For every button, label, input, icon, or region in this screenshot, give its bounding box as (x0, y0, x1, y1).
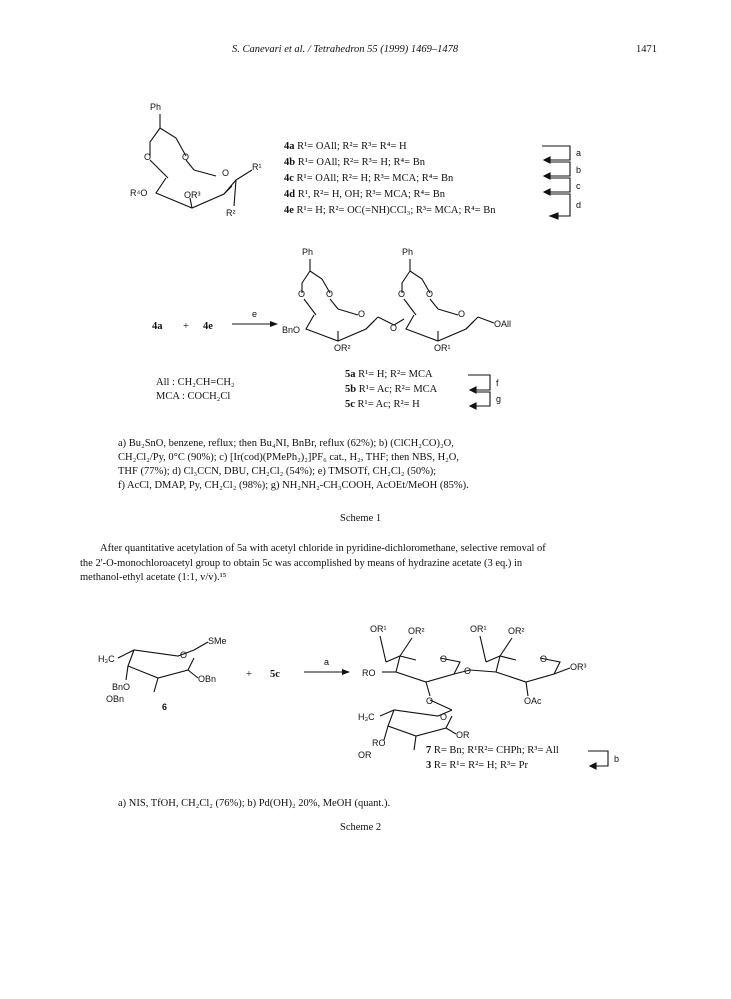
step-b: b (576, 165, 582, 175)
r1-label: R¹ (252, 162, 262, 172)
body-paragraph (80, 542, 670, 586)
glycosidic-oxygen-label: O (426, 696, 434, 706)
structure-compound-5 (282, 245, 522, 365)
ring-oxygen-label: O (398, 289, 406, 299)
conditions-line: a) Bu₂SnO, benzene, reflux; then Bu₄NI, BnBr, reflux (62%); b) (ClCH₂CO)₂O, (118, 438, 454, 449)
arrow-label-a: a (324, 657, 330, 667)
ring-oxygen-label: O (298, 289, 306, 299)
ring-oxygen-label: O (440, 654, 448, 664)
ring-oxygen-label: O (458, 309, 466, 319)
ring-oxygen-label: O (440, 712, 448, 722)
or3-label: OR³ (570, 662, 587, 672)
ro-label: RO (372, 738, 386, 748)
obn-label: OBn (198, 674, 217, 684)
reactant-5c: 5c (270, 669, 280, 680)
step-c: c (576, 181, 581, 191)
compound-4d: 4d R¹, R²= H, OH; R³= MCA; R⁴= Bn (284, 189, 445, 200)
oall-label: OAll (494, 319, 512, 329)
compound-4-list (284, 140, 554, 220)
scheme2-conditions: a) NIS, TfOH, CH₂Cl₂ (76%); b) Pd(OH)₂ 20%, MeOH (quant.). (118, 798, 391, 809)
ring-oxygen-label: O (540, 654, 548, 664)
running-header: S. Canevari et al. / Tetrahedron 55 (1999) 1469–1478 (232, 44, 459, 55)
reaction-arrow-e (230, 308, 280, 328)
step-b: b (614, 754, 620, 764)
conditions-line: CH₂Cl₂/Py, 0°C (90%); c) [Ir(cod)(PMePh₂)₂]PF₆ cat., H₂, THF; then NBS, H₂O, (118, 452, 460, 463)
ph-left-label: Ph (302, 247, 314, 257)
r2-label: R² (226, 208, 236, 218)
or2-label: OR² (508, 626, 525, 636)
oac-label: OAc (524, 696, 542, 706)
obn-label: OBn (106, 694, 125, 704)
ph-right-label: Ph (402, 247, 414, 257)
paragraph-line: methanol-ethyl acetate (1:1, v/v).¹⁵ (80, 572, 227, 583)
step-arrows-4 (540, 140, 600, 230)
compound-6-number: 6 (162, 702, 168, 712)
ring-oxygen-label: O (326, 289, 334, 299)
step-f: f (496, 378, 499, 388)
or3-label: OR³ (184, 190, 201, 200)
step-a: a (576, 148, 582, 158)
sme-label: SMe (208, 636, 227, 646)
or2-label: OR² (334, 343, 351, 353)
or-label: OR (358, 750, 372, 760)
ring-oxygen-label: O (144, 152, 152, 162)
scheme1-conditions (118, 437, 598, 493)
scheme2-caption: Scheme 2 (340, 822, 382, 833)
compound-5b: 5b R¹= Ac; R²= MCA (345, 384, 438, 395)
arrow-label-e: e (252, 309, 258, 319)
step-g: g (496, 394, 502, 404)
ph-label: Ph (150, 102, 162, 112)
compound-4e: 4e R¹= H; R²= OC(=NH)CCl₃; R³= MCA; R⁴= Bn (284, 205, 496, 216)
page-number: 1471 (636, 44, 657, 55)
h3c-label: H₃C (358, 712, 375, 722)
compound-5c: 5c R¹= Ac; R²= H (345, 399, 420, 410)
compound-5a: 5a R¹= H; R²= MCA (345, 369, 433, 380)
paragraph-line: After quantitative acetylation of 5a with acetyl chloride in pyridine-dichloromethane, selective removal of (100, 543, 546, 554)
reaction-arrow-a (302, 656, 352, 676)
reactant-4a: 4a (152, 321, 163, 332)
or1-label: OR¹ (434, 343, 451, 353)
ring-oxygen-label: O (426, 289, 434, 299)
r4o-label: R⁴O (130, 188, 148, 198)
glycosidic-oxygen-label: O (464, 666, 472, 676)
abbreviation-all: All : CH₂CH=CH₂ (156, 377, 235, 388)
ro-label: RO (362, 668, 376, 678)
h3c-label: H₃C (98, 654, 115, 664)
plus-sign: + (246, 669, 252, 680)
ring-oxygen-label: O (182, 152, 190, 162)
conditions-line: THF (77%); d) Cl₃CCN, DBU, CH₂Cl₂ (54%); e) TMSOTf, CH₂Cl₂ (50%); (118, 466, 437, 477)
ring-oxygen-label: O (222, 168, 230, 178)
bno-label: BnO (282, 325, 301, 335)
conditions-line: f) AcCl, DMAP, Py, CH₂Cl₂ (98%); g) NH₂NH₂-CH₃COOH, AcOEt/MeOH (85%). (118, 480, 469, 491)
reactant-4e: 4e (203, 321, 213, 332)
compound-4c: 4c R¹= OAll; R²= H; R³= MCA; R⁴= Bn (284, 173, 454, 184)
step-arrows-5 (466, 368, 516, 418)
step-arrow-b (586, 744, 626, 776)
ring-oxygen-label: O (180, 650, 188, 660)
compound-7: 7 R= Bn; R¹R²= CHPh; R³= All (426, 745, 559, 756)
structure-compound-4 (128, 98, 268, 233)
or1-label: OR¹ (370, 624, 387, 634)
bno-label: BnO (112, 682, 131, 692)
glycosidic-oxygen-label: O (390, 323, 398, 333)
or2-label: OR² (408, 626, 425, 636)
or1-label: OR¹ (470, 624, 487, 634)
plus-sign: + (183, 321, 189, 332)
step-d: d (576, 200, 582, 210)
ring-oxygen-label: O (358, 309, 366, 319)
compound-4a: 4a R¹= OAll; R²= R³= R⁴= H (284, 141, 407, 152)
compound-3: 3 R= R¹= R²= H; R³= Pr (426, 760, 528, 771)
product-list (426, 744, 606, 774)
structure-compound-6 (98, 636, 238, 726)
paragraph-line: the 2'-O-monochloroacetyl group to obtain 5c was accomplished by means of hydrazine acetate (3 eq.) in (80, 557, 523, 569)
abbreviation-mca: MCA : COCH₂Cl (156, 391, 231, 402)
or-label: OR (456, 730, 470, 740)
compound-4b: 4b R¹= OAll; R²= R³= H; R⁴= Bn (284, 157, 425, 168)
scheme1-caption: Scheme 1 (340, 513, 382, 524)
